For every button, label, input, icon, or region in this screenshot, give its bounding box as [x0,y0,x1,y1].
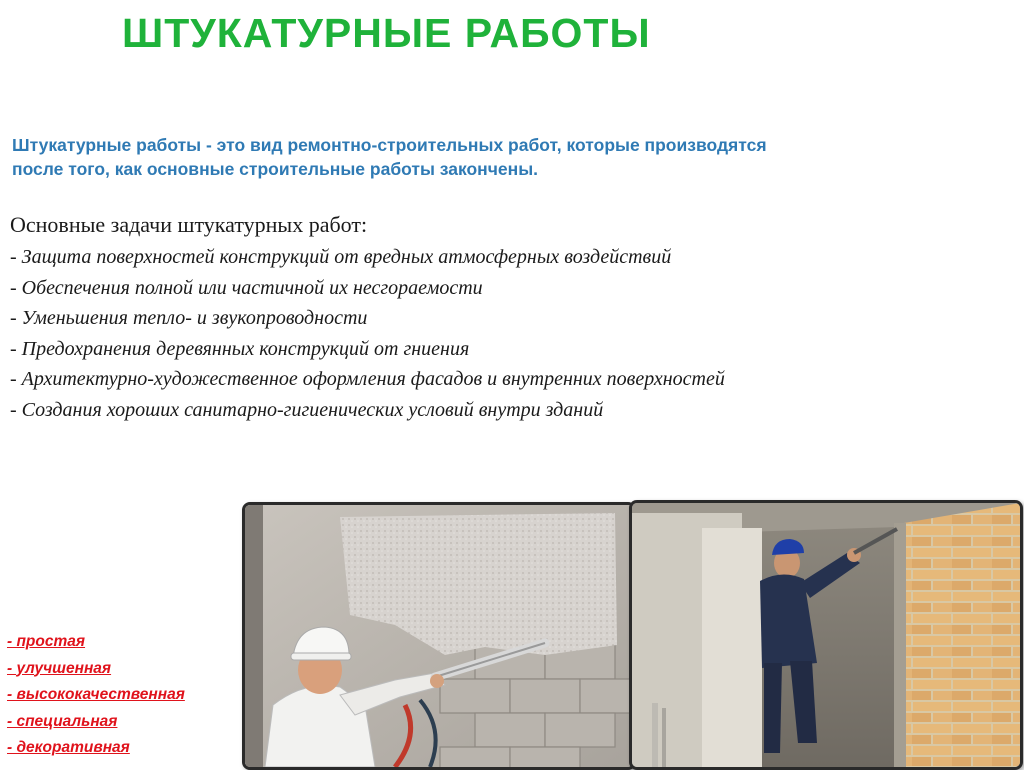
plaster-type-link[interactable]: - специальная [7,712,118,730]
page-title: ШТУКАТУРНЫЕ РАБОТЫ [122,10,651,56]
task-item: - Архитектурно-художественное оформления фасадов и внутренних поверхностей [10,368,725,390]
photo-ceiling-plastering [629,500,1023,770]
task-item: - Предохранения деревянных конструкций от гниения [10,337,470,360]
intro-line: после того, как основные строительные работы закончены. [12,159,539,179]
photo-ceiling-plastering-image [632,503,1020,767]
intro-line: Штукатурные работы - это вид ремонтно-строительных работ, которые производятся [12,135,767,155]
plaster-type-link[interactable]: - высококачественная [7,686,185,703]
tasks-heading: Основные задачи штукатурных работ: [10,212,368,237]
task-item: - Защита поверхностей конструкций от вредных атмосферных воздействий [10,246,672,268]
plaster-type-link[interactable]: - декоративная [7,739,130,756]
photo-plaster-spraying-image [245,505,633,767]
task-item: - Уменьшения тепло- и звукопроводности [10,307,368,329]
plaster-type-link[interactable]: - простая [7,633,86,650]
plaster-type-link[interactable]: - улучшенная [7,659,112,677]
task-item: - Обеспечения полной или частичной их несгораемости [10,276,483,299]
photo-plaster-spraying [242,502,636,770]
plaster-types-list [7,629,247,762]
tasks-list [10,242,1010,425]
task-item: - Создания хороших санитарно-гигиенических условий внутри зданий [10,398,604,421]
intro-paragraph [12,133,1002,181]
